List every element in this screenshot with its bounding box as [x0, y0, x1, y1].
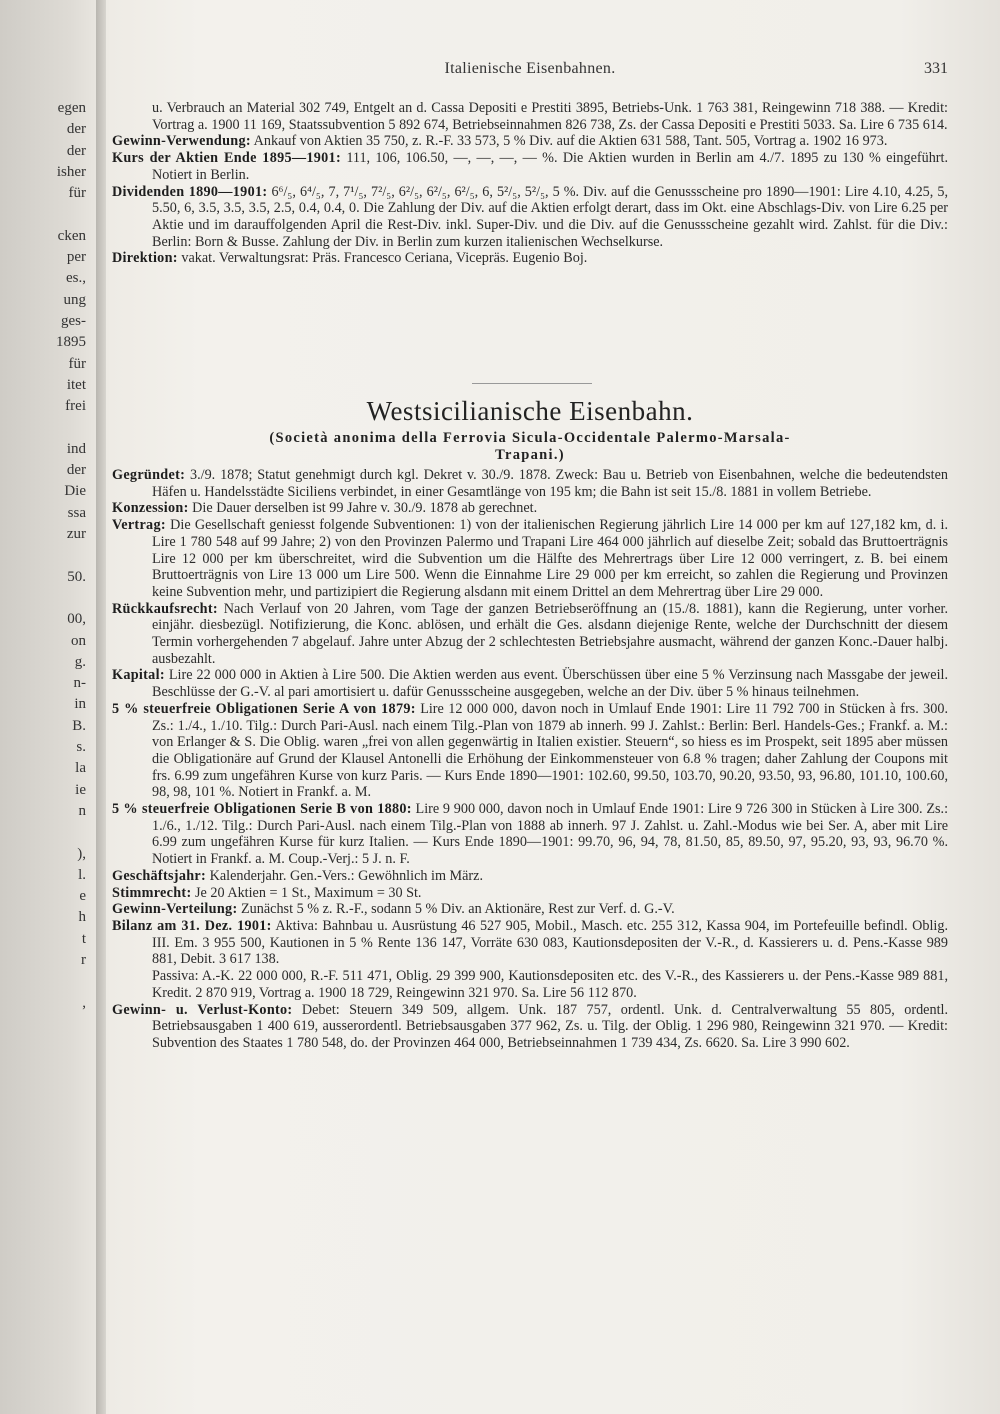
- paragraph: [112, 184, 948, 251]
- left-fragment-text: ung: [63, 291, 86, 308]
- paragraph-label: Dividenden 1890—1901:: [112, 183, 268, 200]
- left-fragment-text: für: [68, 185, 86, 202]
- left-fragment-text: ,: [82, 994, 86, 1011]
- paragraph-label: Gegründet:: [112, 467, 186, 483]
- paragraph: [112, 517, 948, 601]
- paragraph-label: Gewinn- u. Verlust-Konto:: [112, 1001, 293, 1018]
- left-fragment-text: für: [68, 355, 86, 372]
- paragraph: [112, 250, 948, 267]
- paragraph-text: 6⁶/₅, 6⁴/₅, 7, 7¹/₅, 7²/₅, 6²/₅, 6²/₅, 6²/₅, 6, 5²/₅, 5²/₅, 5 %. Div. auf die Genussscheine pro 1890—1901: Lire 4.10, 4.25, 5, 5.50, 6, 3.5, 3.5, 3.5, 2.5, 0.4, 0.4, 0. Die Zahlung der Div. auf die Aktien erfolgt derart, dass im Okt. eine Abschlags-Div. von Lire 6.25 per Aktie und im darauffolgenden April die Rest-Div. inkl. Super-Div. und die Div. auf die Genussscheine gezahlt wird. Zahlst. für die Div.: Berlin: Born & Busse. Zahlung der Div. in Berlin zum kurzen italienischen Wechselkurse.: [152, 183, 948, 250]
- left-fragment-text: g.: [74, 653, 86, 670]
- paragraph: [112, 1002, 948, 1052]
- left-fragment-text: ),: [77, 845, 86, 862]
- left-fragment-text: frei: [65, 398, 86, 415]
- left-fragment-text: in: [74, 696, 86, 713]
- paragraph-text: Nach Verlauf von 20 Jahren, vom Tage der ganzen Betriebseröffnung an (15./8. 1881), kann die Regierung, unter vorher. einjähr. diesbezügl. Notifizierung, die Konc. ablösen, und erhält die Ges. alsdann diejenige Rente, welche der Durchschnitt der diesem Termin vorhergehenden 7 abgelauf. Jahre unter Abzug der 2 schlechtesten Betriebsjahre ausmacht, während der ganzen Konc.-Dauer halbj. ausbezahlt.: [152, 600, 948, 667]
- paragraph-text: Die Dauer derselben ist 99 Jahre v. 30./9. 1878 ab gerechnet.: [192, 500, 538, 517]
- paragraph: [112, 150, 948, 183]
- paragraph-label: Kapital:: [112, 667, 165, 684]
- left-fragment-text: zur: [66, 526, 86, 542]
- paragraph-text: Kalenderjahr. Gen.-Vers.: Gewöhnlich im März.: [209, 867, 484, 884]
- section-title: Westsicilianische Eisenbahn.: [366, 396, 694, 426]
- section-subtitle-line2: Trapani.): [495, 447, 565, 463]
- paragraph: [112, 601, 948, 668]
- left-fragment-text: on: [71, 632, 86, 649]
- paragraph-text: Je 20 Aktien = 1 St., Maximum = 30 St.: [195, 884, 422, 901]
- paragraph-text: Die Gesellschaft geniesst folgende Subventionen: 1) von der italienischen Regierung jährlich Lire 14 000 per km auf 127,182 km, d. i. Lire 1 780 548 auf 99 Jahre; 2) von den Provinzen Palermo und Trapani Lire 464 000 jährlich auf dieselbe Zeit; sobald das Bruttoerträgnis Lire 12 000 per km überschreitet, wird die Subvention um die Hälfte des Mehrertrags über Lire 12 000 verringert, z. B. bei einem Bruttoerträgnis von Lire 13 000 um Lire 500. Wenn die Einnahme Lire 29 000 per km erreicht, so zahlen die Regierung und Provinzen keine Subvention mehr, und partizipiert die Regierung alsdann mit einem Drittel an dem Mehrertrag über Lire 29 000.: [152, 517, 948, 600]
- paragraph: [112, 868, 948, 885]
- paragraph: [112, 100, 948, 133]
- company-entry-top: [112, 100, 948, 267]
- paragraph-label: Bilanz am 31. Dez. 1901:: [112, 917, 272, 934]
- paragraph-text: Lire 12 000 000, davon noch in Umlauf Ende 1901: Lire 11 792 700 in Stücken à frs. 300. Zs.: 1./4., 1./10. Tilg.: Durch Pari-Ausl. nach einem Tilg.-Plan von 1879 ab innerh. 99 J. Zahlst.: Berlin: Berl. Handels-Ges.; Frankf. a. M.: von Erlanger & S. Die Oblig. waren „frei von allen gegenwärtig in Italien existier. Steuern“, so hiess es im Prospekt, seit 1895 aber müssen die Obligationäre auf Grund der Klausel Antonelli die Erhöhung der Einkommensteuer von 6.8 % tragen; daher Zahlung der Coupons mit frs. 6.99 zum ungefähren Kurse von kurz Paris. — Kurs Ende 1890—1901: 102.60, 99.50, 103.70, 90.20, 93.50, 93, 96.80, 101.10, 100.60, 98, 98, 101 %. Notiert in Frankf. a. M.: [152, 700, 948, 801]
- paragraph-text: Lire 22 000 000 in Aktien à Lire 500. Die Aktien werden aus event. Überschüssen über eine 5 % Verzinsung nach Massgabe der jeweil. Beschlüsse der G.-V. al pari amortisiert u. dafür Genussscheine ausgegeben, welche an der Div. über 5 % hinaus teilnehmen.: [152, 667, 949, 701]
- left-fragment-text: ssa: [67, 504, 86, 521]
- left-fragment-text: la: [75, 760, 86, 777]
- paragraph-text: u. Verbrauch an Material 302 749, Entgelt an d. Cassa Depositi e Prestiti 3895, Betriebs-Unk. 1 763 381, Reingewinn 718 388. — Kredit: Vortrag a. 1900 11 169, Staatssubvention 5 892 674, Betriebseinnahmen 826 738, Zs. der Cassa Depositi e Prestiti 5033. Sa. Lire 6 735 614.: [152, 100, 948, 133]
- section-subtitle: [112, 430, 948, 464]
- left-fragment-text: isher: [56, 163, 86, 180]
- paragraph: [112, 885, 948, 902]
- paragraph: [112, 500, 948, 517]
- paragraph-text: vakat. Verwaltungsrat: Präs. Francesco Ceriana, Vicepräs. Eugenio Boj.: [181, 250, 588, 267]
- paragraph-text: 3./9. 1878; Statut genehmigt durch kgl. Dekret v. 30./9. 1878. Zweck: Bau u. Betrieb von Eisenbahnen, welche die bedeutendsten Häfen u. Handelsstädte Siciliens verbindet, in einer Gesamtlänge von 195 km; die Bahn ist seit 15./8. 1881 in vollem Betriebe.: [152, 467, 949, 500]
- left-fragment-text: e: [79, 888, 86, 905]
- left-fragment-text: ges-: [61, 313, 86, 329]
- paragraph: [112, 901, 948, 918]
- company-entry-body: [112, 467, 948, 1052]
- paragraph-label: Rückkaufsrecht:: [112, 600, 218, 617]
- page-content: [112, 0, 948, 1414]
- left-fragment-text: h: [78, 909, 86, 926]
- left-fragment-text: cken: [57, 227, 86, 244]
- left-page-fragment: [0, 0, 92, 1414]
- left-fragment-text: 50.: [67, 568, 86, 585]
- paragraph: [112, 701, 948, 801]
- left-fragment-text: ie: [75, 781, 86, 798]
- paragraph-text: Lire 9 900 000, davon noch in Umlauf Ende 1901: Lire 9 726 300 in Stücken à Lire 300. Zs.: 1./6., 1./12. Tilg.: Durch Pari-Ausl. nach einem Tilg.-Plan von 1888 ab innerh. 97 J. Zahlst. u. Zahl.-Modus wie bei Ser. A, aber mit Lire 6.99 zum ungefähren Kurse für kurz Italien. — Kurs Ende 1890—1901: 99.70, 96, 94, 78, 81.50, 85, 89.50, 97, 95.20, 93, 93, 96.70 %. Notiert in Frankf. a. M. Coup.-Verj.: 5 J. n. F.: [152, 801, 949, 868]
- left-fragment-text: egen: [57, 100, 86, 116]
- paragraph-text: Aktiva: Bahnbau u. Ausrüstung 46 527 905, Mobil., Masch. etc. 255 312, Kassa 904, im Portefeuille befindl. Oblig. III. Em. 3 955 500, Kautionen in 5 % Rente 136 147, Vorräte 630 083, Kautionsdepositen der V.-R., d. Kassierers u. d. Pens.-Kasse 989 881, Debit. 3 617 138.: [152, 917, 949, 968]
- paragraph-label: 5 % steuerfreie Obligationen Serie A von 1879:: [112, 700, 416, 717]
- page-number: 331: [924, 60, 948, 77]
- paragraph-label: Gewinn-Verteilung:: [112, 901, 238, 918]
- paragraph-text: Passiva: A.-K. 22 000 000, R.-F. 511 471, Oblig. 29 399 900, Kautionsdepositen etc. des V.-R., des Kassierers u. der Pens.-Kasse 989 881, Kredit. 2 870 919, Vortrag a. 1900 18 729, Reingewinn 321 970. Sa. Lire 56 112 870.: [152, 968, 948, 1001]
- paragraph: [112, 918, 948, 968]
- separator-rule: [472, 383, 592, 384]
- running-title: Italienische Eisenbahnen.: [444, 60, 616, 77]
- paragraph-text: Debet: Steuern 349 509, allgem. Unk. 187 757, ordentl. Unk. d. Centralverwaltung 55 805, ordentl. Betriebsausgaben 1 400 619, ausserordentl. Betriebsausgaben 377 962, Zs. u. Tilg. der Oblig. 1 296 980, Reingewinn 321 970. — Kredit: Subvention des Staates 1 780 548, do. der Provinzen 464 000, Betriebseinnahmen 1 739 434, Zs. 6620. Sa. Lire 3 990 602.: [152, 1001, 949, 1051]
- left-fragment-text: 1895: [56, 334, 86, 351]
- left-fragment-text: ind: [66, 440, 86, 457]
- left-fragment-text: der: [66, 142, 86, 159]
- paragraph-label: Vertrag:: [112, 517, 166, 534]
- paragraph-label: Geschäftsjahr:: [112, 867, 207, 884]
- left-fragment-text: Die: [64, 483, 86, 500]
- left-fragment-text: n: [78, 802, 86, 819]
- left-fragment-text: es.,: [66, 270, 86, 287]
- paragraph: [112, 667, 948, 700]
- paragraph-text: Ankauf von Aktien 35 750, z. R.-F. 33 573, 5 % Div. auf die Aktien 631 588, Tant. 505, Vortrag a. 1902 16 973.: [253, 133, 888, 150]
- book-gutter: [96, 0, 106, 1414]
- left-fragment-text: itet: [66, 376, 86, 393]
- left-fragment-text: s.: [76, 739, 86, 755]
- running-header: [112, 60, 948, 82]
- left-fragment-text: B.: [72, 717, 86, 734]
- left-fragment-text: per: [66, 249, 86, 266]
- paragraph-text: Zunächst 5 % z. R.-F., sodann 5 % Div. an Aktionäre, Rest zur Verf. d. G.-V.: [241, 901, 675, 918]
- paragraph-label: 5 % steuerfreie Obligationen Serie B von 1880:: [112, 801, 412, 818]
- paragraph: [112, 968, 948, 1001]
- paragraph-label: Kurs der Aktien Ende 1895—1901:: [112, 150, 341, 167]
- paragraph-label: Direktion:: [112, 250, 178, 267]
- left-fragment-text: n-: [73, 675, 86, 692]
- paragraph-text: 111, 106, 106.50, —, —, —, — %. Die Aktien wurden in Berlin am 4./7. 1895 zu 130 % eingeführt. Notiert in Berlin.: [152, 150, 948, 183]
- paragraph-label: Stimmrecht:: [112, 884, 192, 901]
- section-subtitle-line1: (Società anonima della Ferrovia Sicula-Occidentale Palermo-Marsala-: [269, 430, 791, 446]
- paragraph: [112, 467, 948, 500]
- paragraph: [112, 133, 948, 150]
- paragraph-label: Konzession:: [112, 500, 189, 517]
- left-fragment-text: 00,: [67, 611, 86, 628]
- left-fragment-text: der: [66, 462, 86, 479]
- left-fragment-text: t: [81, 930, 86, 947]
- left-fragment-text: l.: [78, 866, 86, 883]
- paragraph-label: Gewinn-Verwendung:: [112, 133, 251, 150]
- left-fragment-text: der: [66, 121, 86, 138]
- paragraph: [112, 801, 948, 868]
- left-fragment-text: r: [81, 952, 86, 968]
